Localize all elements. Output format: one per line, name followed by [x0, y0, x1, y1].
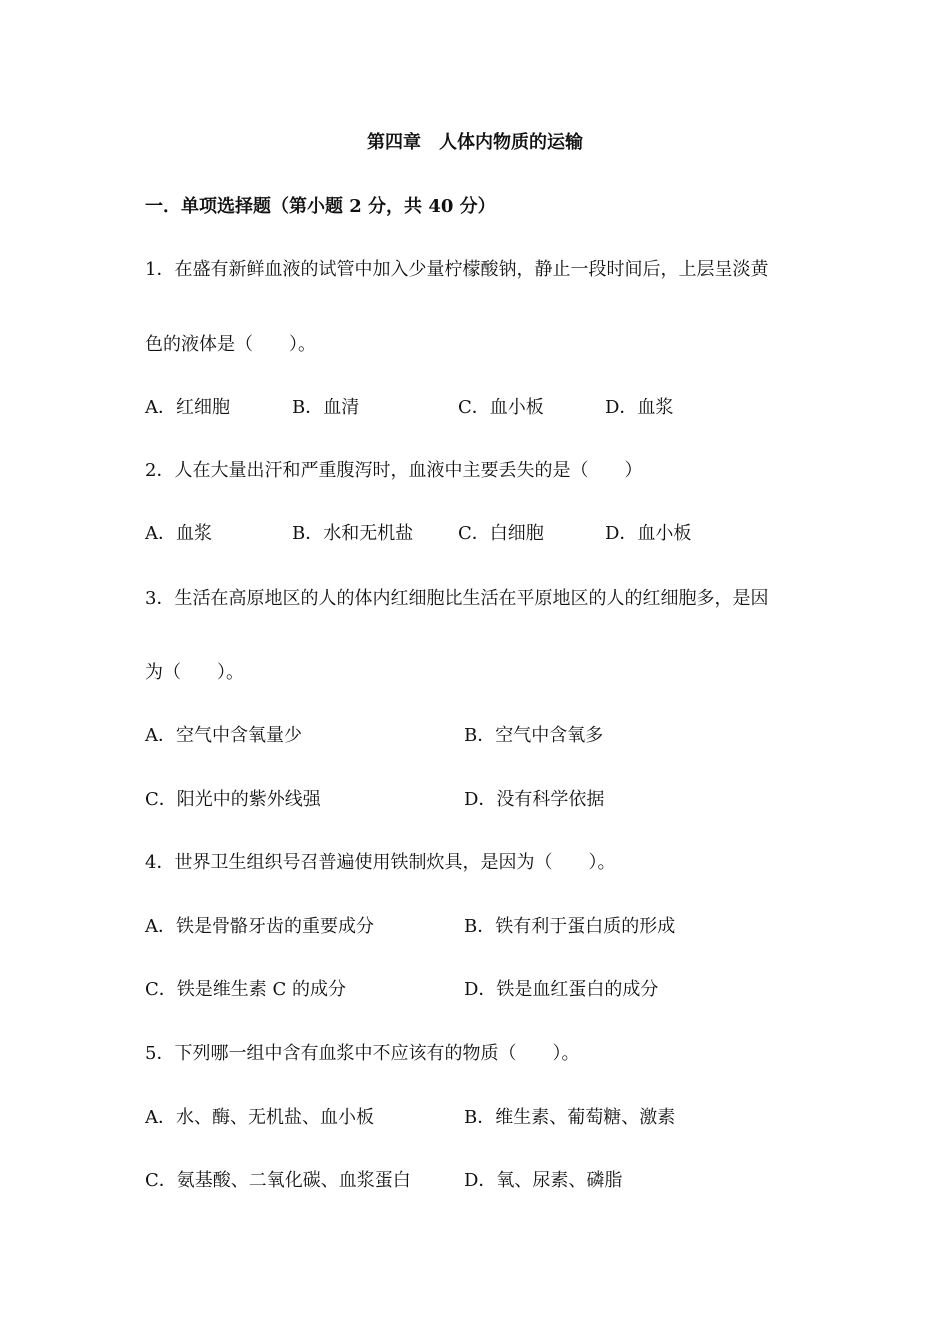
question-2-stem-line-1: 2．人在大量出汗和严重腹泻时，血液中主要丢失的是（ ）	[145, 460, 643, 481]
question-5-option-c: C．氨基酸、二氧化碳、血浆蛋白	[145, 1170, 411, 1191]
question-4-option-a: A．铁是骨骼牙齿的重要成分	[145, 916, 374, 937]
question-1-stem-line-2: 色的液体是（ ）。	[145, 334, 316, 355]
question-1-option-d: D．血浆	[605, 397, 674, 418]
chapter-title: 第四章 人体内物质的运输	[367, 132, 583, 153]
question-3-option-b: B．空气中含氧多	[464, 725, 604, 746]
question-1-option-b: B．血清	[292, 397, 360, 418]
question-4-option-d: D．铁是血红蛋白的成分	[464, 979, 659, 1000]
section-heading: 一．单项选择题（第小题 2 分，共 40 分）	[145, 196, 496, 217]
question-5-option-d: D．氧、尿素、磷脂	[464, 1170, 623, 1191]
question-4-option-c: C．铁是维生素 C 的成分	[145, 979, 346, 1000]
question-4-stem-line-1: 4．世界卫生组织号召普遍使用铁制炊具，是因为（ ）。	[145, 852, 616, 873]
question-5-option-b: B．维生素、葡萄糖、激素	[464, 1107, 676, 1128]
question-4-option-b: B．铁有利于蛋白质的形成	[464, 916, 676, 937]
question-3-stem-line-2: 为（ ）。	[145, 662, 244, 683]
question-5-option-a: A．水、酶、无机盐、血小板	[145, 1107, 374, 1128]
question-2-option-c: C．白细胞	[458, 523, 544, 544]
question-2-option-a: A．血浆	[145, 523, 212, 544]
question-1-stem-line-1: 1．在盛有新鲜血液的试管中加入少量柠檬酸钠，静止一段时间后，上层呈淡黄	[145, 259, 769, 280]
question-3-stem-line-1: 3．生活在高原地区的人的体内红细胞比生活在平原地区的人的红细胞多，是因	[145, 588, 769, 609]
question-2-option-d: D．血小板	[605, 523, 692, 544]
question-3-option-c: C．阳光中的紫外线强	[145, 789, 321, 810]
question-3-option-a: A．空气中含氧量少	[145, 725, 302, 746]
question-5-stem-line-1: 5．下列哪一组中含有血浆中不应该有的物质（ ）。	[145, 1043, 580, 1064]
question-2-option-b: B．水和无机盐	[292, 523, 414, 544]
question-1-option-c: C．血小板	[458, 397, 544, 418]
question-1-option-a: A．红细胞	[145, 397, 230, 418]
question-3-option-d: D．没有科学依据	[464, 789, 605, 810]
